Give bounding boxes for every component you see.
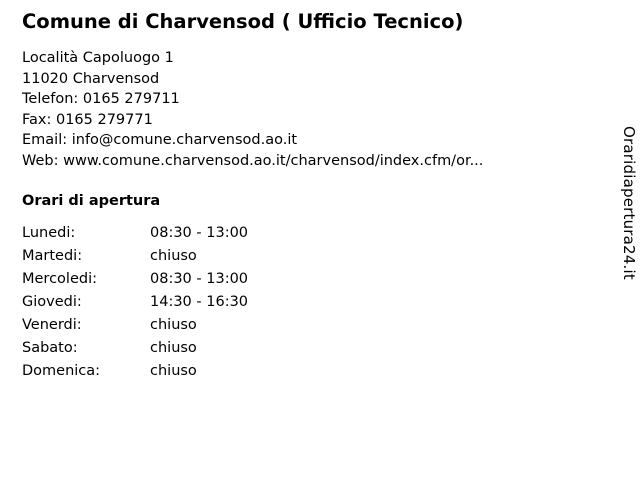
day-hours: 08:30 - 13:00 [150,225,249,242]
content-area [22,10,592,386]
table-row [22,294,248,317]
table-row [22,271,248,294]
table-row [22,363,248,386]
table-row [22,340,248,363]
day-label: Domenica: [22,363,101,380]
fax-line: Fax: 0165 279771 [22,111,153,128]
page-title: Comune di Charvensod ( Ufficio Tecnico) [22,10,464,33]
day-hours: chiuso [150,363,197,380]
day-label: Lunedi: [22,225,76,242]
opening-hours-table [22,225,248,386]
day-label: Martedi: [22,248,83,265]
day-hours: 14:30 - 16:30 [150,294,249,311]
phone-line: Telefon: 0165 279711 [22,91,180,108]
day-hours: chiuso [150,317,197,334]
address-line-1: Località Capoluogo 1 [22,50,174,67]
address-line-2: 11020 Charvensod [22,70,160,87]
day-label: Venerdi: [22,317,82,334]
opening-hours-title: Orari di apertura [22,193,161,210]
email-line: Email: info@comune.charvensod.ao.it [22,132,298,149]
table-row [22,317,248,340]
day-hours: chiuso [150,248,197,265]
day-label: Mercoledi: [22,271,97,288]
table-row [22,225,248,248]
table-row [22,248,248,271]
day-label: Sabato: [22,340,78,357]
contact-block [22,48,592,171]
day-hours: chiuso [150,340,197,357]
web-line: Web: www.comune.charvensod.ao.it/charvensod/index.cfm/or... [22,152,484,169]
day-hours: 08:30 - 13:00 [150,271,249,288]
watermark-text: Oraridiapertura24.it [620,126,638,280]
day-label: Giovedi: [22,294,82,311]
